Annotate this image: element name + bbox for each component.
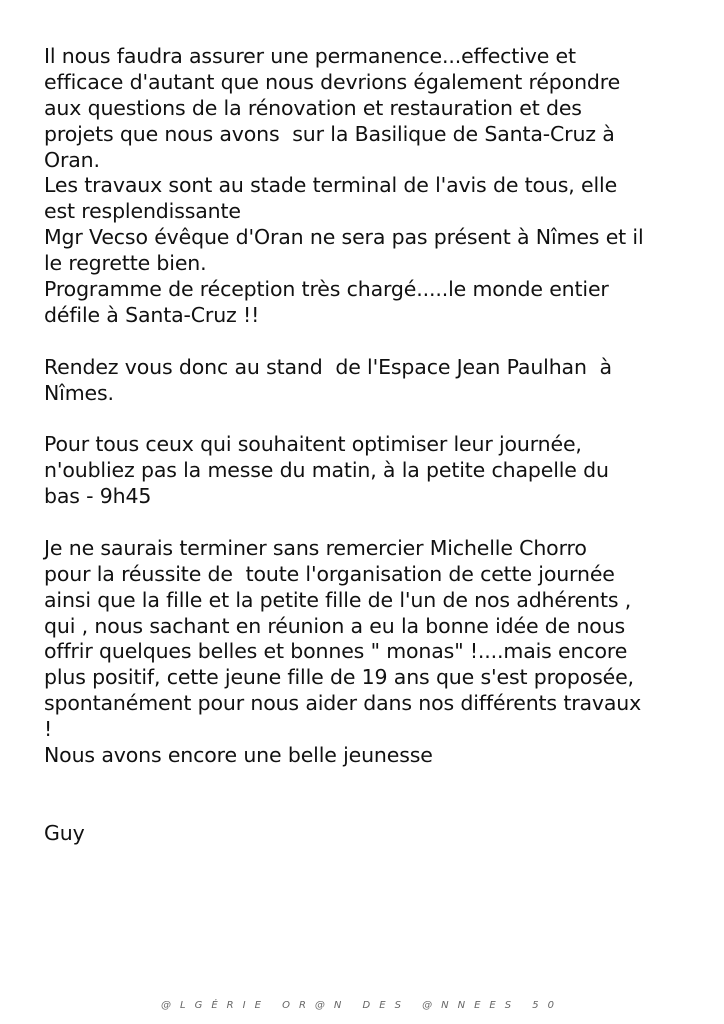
text-line: Guy (44, 820, 85, 845)
blank-line (44, 406, 694, 432)
text-line: Les travaux sont au stade terminal de l'avis de tous, elle (44, 173, 618, 198)
blank-line (44, 769, 694, 795)
blank-line (44, 510, 694, 536)
text-line: Pour tous ceux qui souhaitent optimiser leur journée, (44, 432, 582, 457)
text-line: Mgr Vecso évêque d'Oran ne sera pas présent à Nîmes et il (44, 225, 644, 250)
footer-watermark: @LGÉRIE OR@N DES @NNEES 50 (161, 1000, 563, 1011)
text-line: spontanément pour nous aider dans nos différents travaux (44, 691, 642, 716)
text-line: ainsi que la fille et la petite fille de l'un de nos adhérents , (44, 587, 632, 612)
text-line: ! (44, 717, 53, 742)
text-line: défile à Santa-Cruz !! (44, 302, 260, 327)
text-line: est resplendissante (44, 199, 241, 224)
text-line: offrir quelques belles et bonnes " monas" !....mais encore (44, 639, 628, 664)
text-line: aux questions de la rénovation et restauration et des (44, 95, 582, 120)
text-line: pour la réussite de toute l'organisation de cette journée (44, 561, 615, 586)
text-line: Je ne saurais terminer sans remercier Michelle Chorro (44, 535, 587, 560)
text-line: Programme de réception très chargé.....le monde entier (44, 277, 609, 302)
letter-body (44, 44, 694, 847)
text-line: plus positif, cette jeune fille de 19 ans que s'est proposée, (44, 665, 634, 690)
text-line: n'oubliez pas la messe du matin, à la petite chapelle du (44, 458, 609, 483)
text-line: projets que nous avons sur la Basilique de Santa-Cruz à (44, 121, 615, 146)
blank-line (44, 795, 694, 821)
text-line: le regrette bien. (44, 251, 207, 276)
text-line: Nous avons encore une belle jeunesse (44, 743, 433, 768)
text-line: Rendez vous donc au stand de l'Espace Jean Paulhan à (44, 354, 612, 379)
text-line: Il nous faudra assurer une permanence...effective et (44, 44, 576, 68)
text-line: efficace d'autant que nous devrions également répondre (44, 69, 621, 94)
blank-line (44, 329, 694, 355)
text-line: qui , nous sachant en réunion a eu la bonne idée de nous (44, 613, 626, 638)
text-line: Oran. (44, 147, 100, 172)
text-line: Nîmes. (44, 380, 114, 405)
text-line: bas - 9h45 (44, 484, 152, 509)
